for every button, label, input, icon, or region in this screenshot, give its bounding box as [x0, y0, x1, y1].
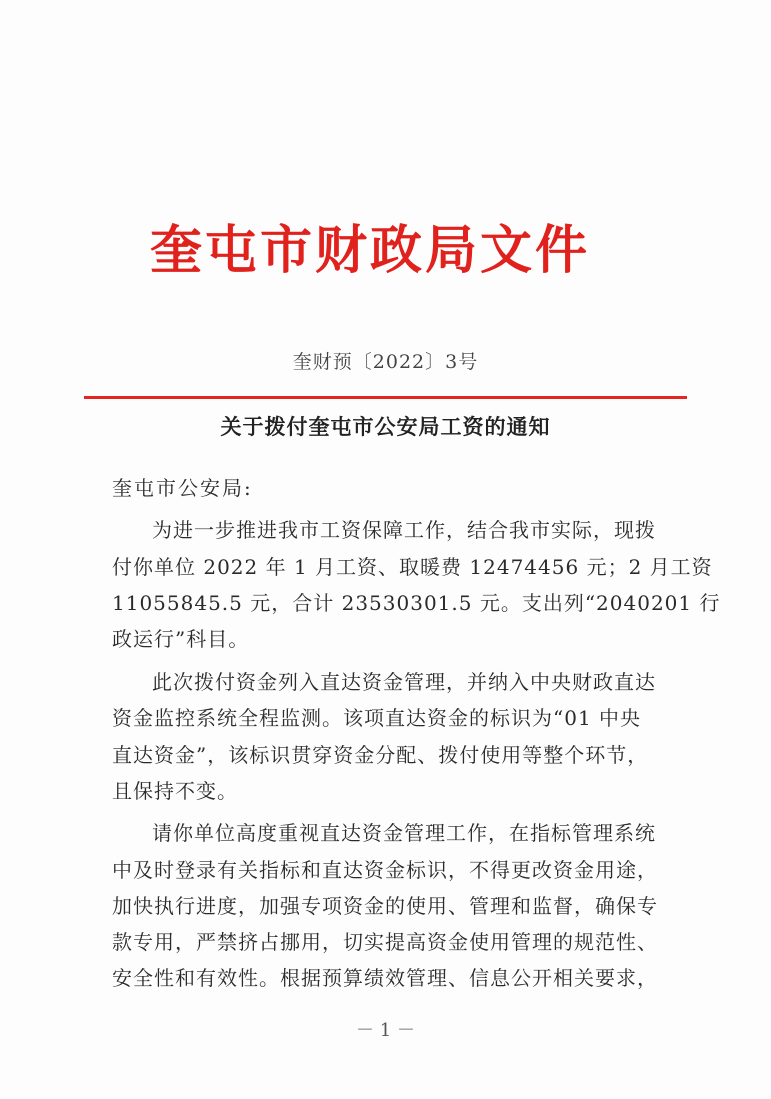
paragraph-2-line: 直达资金”，该标识贯穿资金分配、拨付使用等整个环节，	[112, 743, 649, 767]
notice-title: 关于拨付奎屯市公安局工资的通知	[220, 414, 551, 439]
paragraph-3-line: 加快执行进度，加强专项资金的使用、管理和监督，确保专	[112, 894, 658, 918]
paragraph-3-line: 请你单位高度重视直达资金管理工作，在指标管理系统	[152, 821, 656, 845]
paragraph-1-line: 11055845.5 元，合计 23530301.5 元。支出列“2040201 行	[112, 591, 721, 615]
page-number: － 1 －	[356, 1020, 415, 1041]
document-number: 奎财预〔2022〕3号	[292, 351, 479, 373]
paragraph-1-line: 付你单位 2022 年 1 月工资、取暖费 12474456 元；2 月工资	[112, 555, 713, 579]
paragraph-1-line: 政运行”科目。	[112, 627, 250, 651]
paragraph-3-line: 中及时登录有关指标和直达资金标识，不得更改资金用途，	[112, 858, 658, 882]
paragraph-2-line: 且保持不变。	[112, 779, 238, 803]
paragraph-3-line: 款专用，严禁挤占挪用，切实提高资金使用管理的规范性、	[112, 930, 658, 954]
paragraph-2-line: 资金监控系统全程监测。该项直达资金的标识为“01 中央	[112, 706, 642, 730]
addressee: 奎屯市公安局:	[112, 476, 253, 500]
document-header-title: 奎屯市财政局文件	[150, 220, 591, 281]
paragraph-3-line: 安全性和有效性。根据预算绩效管理、信息公开相关要求，	[112, 966, 658, 990]
red-separator-line	[84, 396, 687, 399]
paragraph-1-line: 为进一步推进我市工资保障工作，结合我市实际，现拨	[152, 518, 656, 542]
paragraph-2-line: 此次拨付资金列入直达资金管理，并纳入中央财政直达	[152, 670, 656, 694]
